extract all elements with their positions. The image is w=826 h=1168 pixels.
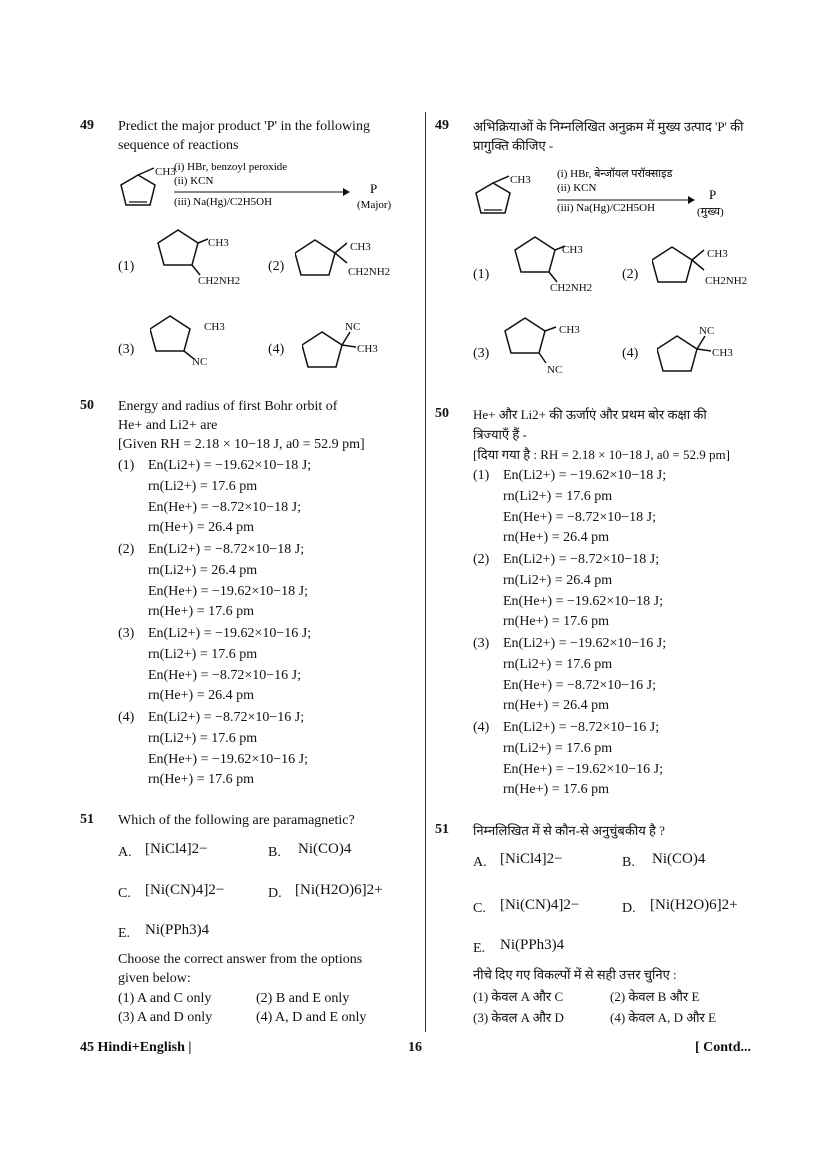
option-line: rn(He+) = 17.6 pm: [503, 782, 609, 797]
answer-option: (2) B and E only: [256, 991, 350, 1006]
isocyanide-label: NC: [547, 364, 563, 376]
option-line: rn(Li2+) = 26.4 pm: [503, 573, 613, 588]
product-label: P: [370, 181, 378, 196]
option-label: (1): [473, 267, 490, 282]
product-note: (Major): [357, 199, 392, 211]
item-label: C.: [118, 886, 131, 901]
answer-option: (4) केवल A, D और E: [610, 1010, 717, 1025]
isocyanide-label: NC: [699, 325, 715, 337]
answer-option: (2) केवल B और E: [610, 989, 700, 1004]
continued-label: [ Contd...: [695, 1040, 752, 1055]
formula: Ni(CO)4: [298, 841, 352, 857]
option-label: (4): [118, 710, 135, 725]
question-number: 49: [80, 118, 94, 133]
option-line: rn(Li2+) = 26.4 pm: [148, 563, 258, 578]
option-line: En(Li2+) = −19.62×10−18 J;: [148, 458, 312, 473]
answer-option: (1) A and C only: [118, 991, 212, 1006]
option-line: rn(Li2+) = 17.6 pm: [503, 489, 613, 504]
instruction-text: Choose the correct answer from the options: [118, 952, 363, 967]
reagent-1: (i) HBr, benzoyl peroxide: [174, 161, 288, 173]
option-label: (1): [473, 468, 490, 483]
question-number: 51: [80, 812, 94, 827]
column-divider: [425, 112, 426, 1032]
question-text: He+ और Li2+ की ऊर्जाएं और प्रथम बोर कक्षा की: [473, 407, 707, 422]
formula: Ni(PPh3)4: [145, 922, 210, 938]
item-label: E.: [118, 926, 131, 941]
question-text: Energy and radius of first Bohr orbit of: [118, 399, 338, 414]
option-line: En(He+) = −19.62×10−16 J;: [503, 762, 664, 777]
option-label: (2): [473, 552, 490, 567]
option-line: En(Li2+) = −19.62×10−16 J;: [503, 636, 667, 651]
option-line: rn(Li2+) = 17.6 pm: [503, 657, 613, 672]
option-line: rn(He+) = 17.6 pm: [148, 772, 254, 787]
option-line: rn(He+) = 17.6 pm: [148, 604, 254, 619]
footer-code: 45 Hindi+English |: [80, 1040, 192, 1055]
option-line: En(He+) = −8.72×10−18 J;: [503, 510, 657, 525]
option-line: En(He+) = −19.62×10−16 J;: [148, 752, 309, 767]
methyl-label: CH3: [712, 347, 733, 359]
option-line: En(He+) = −19.62×10−18 J;: [503, 594, 664, 609]
option-label: (4): [268, 342, 285, 357]
methyl-label: CH3: [155, 166, 176, 178]
methyl-label: CH3: [562, 244, 583, 256]
isocyanide-label: NC: [345, 321, 361, 333]
option-line: En(Li2+) = −8.72×10−18 J;: [503, 552, 660, 567]
option-line: En(Li2+) = −8.72×10−16 J;: [503, 720, 660, 735]
isocyanide-label: NC: [192, 356, 208, 368]
formula: [Ni(CN)4]2−: [145, 882, 225, 898]
option-line: En(He+) = −8.72×10−16 J;: [503, 678, 657, 693]
aminomethyl-label: CH2NH2: [705, 275, 748, 287]
option-label: (2): [622, 267, 639, 282]
formula: Ni(PPh3)4: [500, 937, 565, 953]
option-label: (4): [473, 720, 490, 735]
methyl-label: CH3: [208, 237, 229, 249]
formula: [Ni(H2O)6]2+: [650, 897, 738, 913]
option-line: rn(Li2+) = 17.6 pm: [503, 741, 613, 756]
question-number: 49: [435, 118, 449, 133]
question-number: 51: [435, 822, 449, 837]
option-line: En(He+) = −19.62×10−18 J;: [148, 584, 309, 599]
answer-option: (3) A and D only: [118, 1010, 213, 1025]
methyl-label: CH3: [510, 174, 531, 186]
formula: [Ni(CN)4]2−: [500, 897, 580, 913]
page-number: 16: [408, 1040, 422, 1055]
aminomethyl-label: CH2NH2: [348, 266, 391, 278]
option-line: rn(He+) = 26.4 pm: [503, 698, 609, 713]
question-text: त्रिज्याएँ हैं -: [473, 427, 527, 442]
option-label: (4): [622, 346, 639, 361]
option-line: En(Li2+) = −19.62×10−18 J;: [503, 468, 667, 483]
option-label: (3): [473, 636, 490, 651]
option-line: En(Li2+) = −8.72×10−16 J;: [148, 710, 305, 725]
item-label: A.: [118, 845, 132, 860]
aminomethyl-label: CH2NH2: [198, 275, 241, 287]
methyl-label: CH3: [559, 324, 580, 336]
option-line: En(He+) = −8.72×10−16 J;: [148, 668, 302, 683]
option-line: rn(He+) = 26.4 pm: [148, 688, 254, 703]
option-line: rn(Li2+) = 17.6 pm: [148, 479, 258, 494]
option-line: rn(He+) = 17.6 pm: [503, 614, 609, 629]
aminomethyl-label: CH2NH2: [550, 282, 593, 294]
option-line: En(He+) = −8.72×10−18 J;: [148, 500, 302, 515]
item-label: C.: [473, 901, 486, 916]
option-label: (3): [118, 626, 135, 641]
item-label: B.: [268, 845, 281, 860]
option-line: rn(Li2+) = 17.6 pm: [148, 731, 258, 746]
item-label: A.: [473, 855, 487, 870]
methyl-label: CH3: [357, 343, 378, 355]
question-text: प्रागुक्ति कीजिए -: [473, 138, 554, 153]
answer-option: (3) केवल A और D: [473, 1010, 564, 1025]
question-text: sequence of reactions: [118, 138, 239, 153]
formula: Ni(CO)4: [652, 851, 706, 867]
option-line: rn(He+) = 26.4 pm: [503, 530, 609, 545]
question-text: Which of the following are paramagnetic?: [118, 813, 355, 828]
item-label: B.: [622, 855, 635, 870]
question-number: 50: [80, 398, 94, 413]
option-line: rn(He+) = 26.4 pm: [148, 520, 254, 535]
option-label: (1): [118, 458, 135, 473]
given-data: [दिया गया है : RH = 2.18 × 10−18 J, a0 = 52.9 pm]: [473, 447, 730, 462]
answer-option: (1) केवल A और C: [473, 989, 564, 1004]
option-label: (1): [118, 259, 135, 274]
option-label: (2): [118, 542, 135, 557]
methyl-label: CH3: [707, 248, 728, 260]
option-line: rn(Li2+) = 17.6 pm: [148, 647, 258, 662]
option-label: (3): [473, 346, 490, 361]
reagent-2: (ii) KCN: [174, 175, 214, 187]
reagent-3: (iii) Na(Hg)/C2H5OH: [557, 202, 656, 214]
methyl-label: CH3: [350, 241, 371, 253]
item-label: D.: [622, 901, 636, 916]
answer-option: (4) A, D and E only: [256, 1010, 367, 1025]
formula: [NiCl4]2−: [145, 841, 208, 857]
formula: [Ni(H2O)6]2+: [295, 882, 383, 898]
question-text: निम्नलिखित में से कौन-से अनुचुंबकीय है ?: [473, 823, 665, 838]
question-text: He+ and Li2+ are: [118, 418, 218, 433]
product-note: (मुख्य): [697, 206, 724, 218]
reagent-1: (i) HBr, बेन्जॉयल परॉक्साइड: [557, 168, 673, 180]
option-line: En(Li2+) = −19.62×10−16 J;: [148, 626, 312, 641]
product-label: P: [709, 187, 717, 202]
given-data: [Given RH = 2.18 × 10−18 J, a0 = 52.9 pm]: [118, 437, 365, 452]
instruction-text: नीचे दिए गए विकल्पों में से सही उत्तर चुनिए :: [473, 967, 677, 982]
formula: [NiCl4]2−: [500, 851, 563, 867]
question-number: 50: [435, 406, 449, 421]
reagent-3: (iii) Na(Hg)/C2H5OH: [174, 196, 273, 208]
item-label: D.: [268, 886, 282, 901]
methyl-label: CH3: [204, 321, 225, 333]
option-line: En(Li2+) = −8.72×10−18 J;: [148, 542, 305, 557]
reagent-2: (ii) KCN: [557, 182, 597, 194]
question-text: अभिक्रियाओं के निम्नलिखित अनुक्रम में मुख्य उत्पाद 'P' की: [473, 119, 744, 134]
question-text: Predict the major product 'P' in the following: [118, 119, 370, 134]
option-label: (2): [268, 259, 285, 274]
item-label: E.: [473, 941, 486, 956]
instruction-text: given below:: [118, 971, 191, 986]
option-label: (3): [118, 342, 135, 357]
